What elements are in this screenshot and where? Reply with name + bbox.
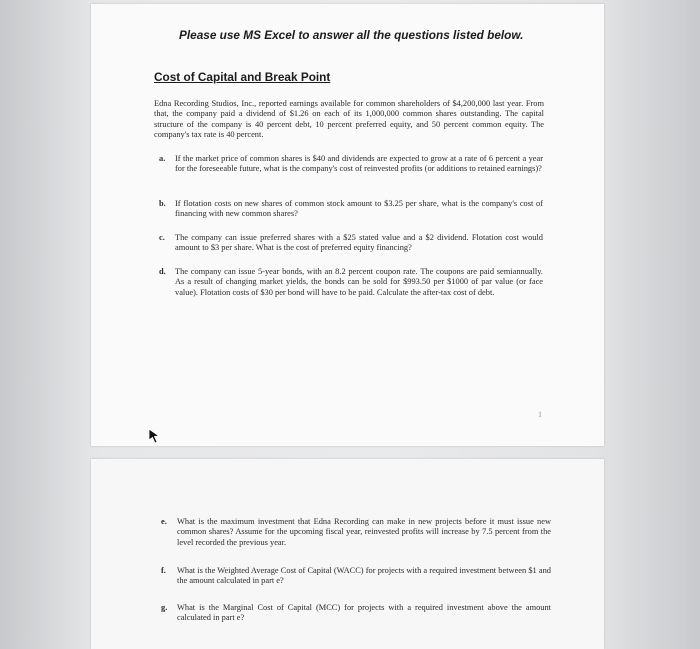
question-text: The company can issue preferred shares with a $25 stated value and a $2 dividend. Flotation cost would amount to $3 per share. What is the cost of preferred equity financing? <box>175 233 543 253</box>
question-text: The company can issue 5-year bonds, with an 8.2 percent coupon rate. The coupons are paid semiannually. As a result of changing market yields, the bonds can be sold for $993.50 per $1000 of par value (or face value). Flotation costs of $30 per bond will have to be paid. Calculate the after-tax cost of debt. <box>175 267 543 297</box>
question-letter: e. <box>161 517 167 526</box>
question-letter: d. <box>159 267 166 276</box>
question-text: What is the Weighted Average Cost of Capital (WACC) for projects with a required investment between $1 and the amount calculated in part e? <box>177 566 551 586</box>
document-page-2 <box>91 459 604 649</box>
question-b <box>159 199 543 220</box>
mouse-pointer-icon <box>147 428 161 444</box>
background-shadow-right <box>600 0 700 649</box>
question-c <box>159 233 543 254</box>
section-title: Cost of Capital and Break Point <box>154 70 331 84</box>
question-a <box>159 154 543 175</box>
question-d <box>159 267 543 298</box>
question-e <box>161 517 551 548</box>
intro-paragraph: Edna Recording Studios, Inc., reported earnings available for common shareholders of $4,200,000 last year. From that, the company paid a dividend of $1.26 on each of its 1,000,000 common shares outstanding. The capital structure of the company is 40 percent debt, 10 percent preferred equity, and 50 percent common equity. The company's tax rate is 40 percent. <box>154 99 544 139</box>
background-shadow-left <box>0 0 90 649</box>
document-page-1 <box>91 4 604 446</box>
question-text: What is the maximum investment that Edna Recording can make in new projects before it must issue new common shares? Assume for the upcoming fiscal year, reinvested profits will increase by 7.5 percent from the level recorded the previous year. <box>177 517 551 547</box>
page-marker: 1 <box>538 410 542 419</box>
instruction-heading: Please use MS Excel to answer all the questions listed below. <box>179 28 524 42</box>
question-letter: c. <box>159 233 165 242</box>
question-text: If the market price of common shares is $40 and dividends are expected to grow at a rate of 6 percent a year for the foreseeable future, what is the company's cost of reinvested profits (or additions to retained earnings)? <box>175 154 543 174</box>
question-text: If flotation costs on new shares of common stock amount to $3.25 per share, what is the company's cost of financing with new common shares? <box>175 199 543 219</box>
question-letter: f. <box>161 566 166 575</box>
question-letter: a. <box>159 154 166 163</box>
question-letter: g. <box>161 603 168 612</box>
question-letter: b. <box>159 199 166 208</box>
question-text: What is the Marginal Cost of Capital (MCC) for projects with a required investment above the amount calculated in part e? <box>177 603 551 623</box>
question-f <box>161 566 551 587</box>
question-g <box>161 603 551 624</box>
